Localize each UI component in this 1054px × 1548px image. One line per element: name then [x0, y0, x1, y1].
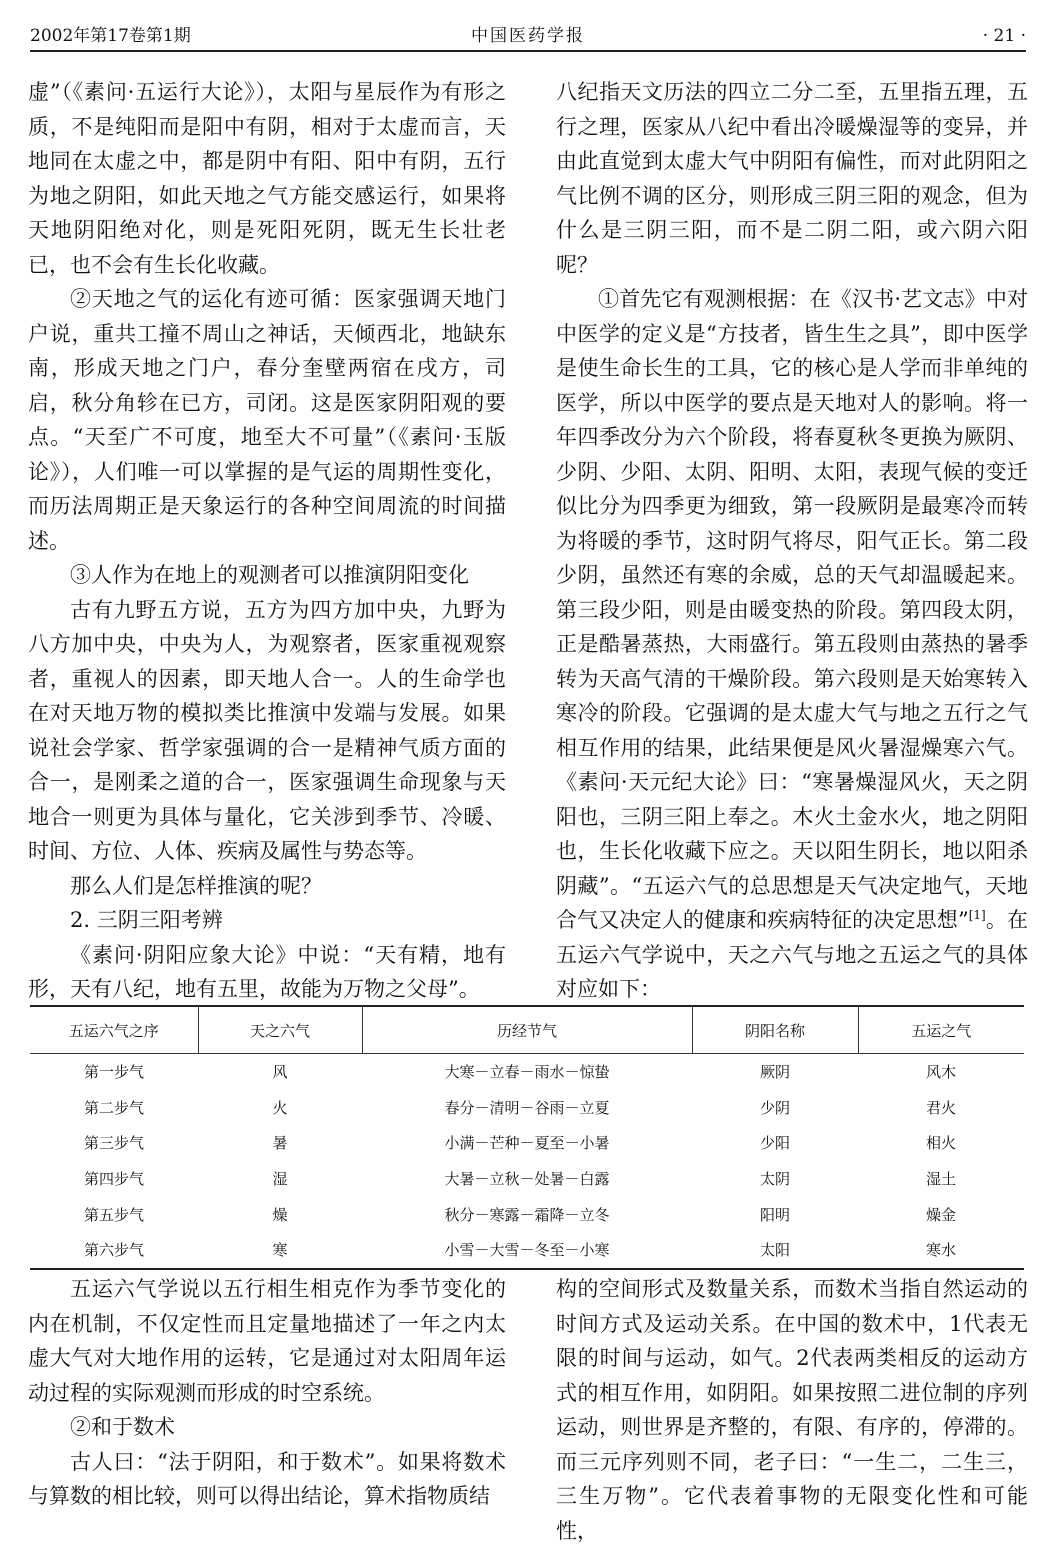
table-cell: 燥金 — [925, 1205, 956, 1224]
page-number: · 21 · — [982, 26, 1026, 46]
correspondence-table — [30, 1005, 1024, 1270]
table-cell: 君火 — [925, 1098, 956, 1117]
journal-title: 中国医药学报 — [471, 26, 585, 46]
table-cell: 阳明 — [759, 1205, 790, 1224]
table-cell: 秋分－寒露－霜降－立冬 — [444, 1205, 610, 1224]
table-cell: 第六步气 — [83, 1241, 144, 1260]
table-row — [30, 1161, 1024, 1197]
paragraph: 那么人们是怎样推演的呢？ — [70, 873, 322, 898]
table-cell: 湿 — [272, 1170, 288, 1189]
table-row — [30, 1125, 1024, 1161]
header-rule — [30, 50, 1026, 52]
running-header — [30, 24, 1026, 54]
table-cell: 第五步气 — [83, 1205, 144, 1224]
table-cell: 春分－清明－谷雨－立夏 — [444, 1098, 610, 1117]
paragraph: 构的空间形式及数量关系，而数术当指自然运动的时间方式及运动关系。在中国的数术中，1代表无限的时间与运动，如气。2代表两类相反的运动方式的相互作用，如阴阳。如果按照二进位制的序列运动，则世界是齐整的，有限、有序的，停滞的。而三元序列则不同，老子曰：“一生二，二生三，三生万物”。它代表着事物的无限变化性和可能性， — [556, 1277, 1028, 1543]
bottom-right-column — [556, 1272, 1028, 1548]
table-header-cell: 五运六气之序 — [30, 1007, 198, 1054]
right-column — [556, 75, 1028, 1007]
table-cell: 寒水 — [925, 1241, 956, 1260]
paragraph: 五运六气学说以五行相生相克作为季节变化的内在机制，不仅定性而且定量地描述了一年之内太虚大气对大地作用的运转，它是通过对太阳周年运动过程的实际观测而形成的时空系统。 — [28, 1277, 506, 1405]
subheading: ③人作为在地上的观测者可以推演阴阳变化 — [70, 563, 469, 587]
table-header-cell: 阴阳名称 — [692, 1007, 858, 1054]
left-column — [28, 75, 506, 1007]
table-cell: 寒 — [272, 1241, 288, 1260]
table-row — [30, 1232, 1024, 1268]
table-cell: 小满－芒种－夏至－小暑 — [444, 1134, 610, 1153]
subheading: ②和于数术 — [70, 1415, 175, 1439]
table-cell: 小雪－大雪－冬至－小寒 — [444, 1241, 610, 1260]
table-cell: 第四步气 — [83, 1170, 144, 1189]
table-cell: 大暑－立秋－处暑－白露 — [444, 1170, 610, 1189]
bottom-left-column — [28, 1272, 506, 1514]
table-cell: 燥 — [272, 1205, 288, 1224]
paragraph-text: ①首先它有观测根据：在《汉书·艺文志》中对中医学的定义是“方技者，皆生生之具”，即中医学是使生命长生的工具，它的核心是人学而非单纯的医学，所以中医学的要点是天地对人的影响。将一年四季改分为六个阶段，将春夏秋冬更换为厥阴、少阴、少阳、太阴、阳明、太阳，表现气候的变迁似比分为四季更为细致，第一段厥阴是最寒冷而转为将暖的季节，这时阴气将尽，阳气正长。第二段少阴，虽然还有寒的余威，总的天气却温暖起来。第三段少阳，则是由暖变热的阶段。第四段太阴，正是酷暑蒸热，大雨盛行。第五段则由蒸热的暑季转为天高气清的干燥阶段。第六段则是天始寒转入寒冷的阶段。它强调的是太虚大气与地之五行之气相互作用的结果，此结果便是风火暑湿燥寒六气。《素问·天元纪大论》曰：“寒暑燥湿风火，天之阴阳也，三阴三阳上奉之。木火土金水火，地之阴阳也，生长化收藏下应之。天以阳生阴长，地以阳杀阴藏”。“五运六气的总思想是天气决定地气，天地合气又决定人的健康和疾病特征的决定思想” — [556, 287, 1028, 932]
table-cell: 风木 — [925, 1063, 956, 1082]
table-cell: 厥阴 — [759, 1063, 790, 1082]
table-row — [30, 1054, 1024, 1090]
table-bottom-rule — [30, 1268, 1024, 1270]
table-cell: 火 — [272, 1098, 288, 1117]
table-header-row — [30, 1007, 1024, 1054]
paragraph: ②天地之气的运化有迹可循：医家强调天地门户说，重共工撞不周山之神话，天倾西北，地缺东南，形成天地之门户，春分奎壁两宿在戌方，司启，秋分角轸在已方，司闭。这是医家阴阳观的要点。“天至广不可度，地至大不可量”（《素问·玉版论》），人们唯一可以掌握的是气运的周期性变化，而历法周期正是天象运行的各种空间周流的时间描述。 — [28, 287, 506, 553]
table — [30, 1007, 1024, 1268]
paragraph: 古人曰：“法于阴阳，和于数术”。如果将数术与算数的相比较，则可以得出结论，算术指物质结 — [28, 1449, 506, 1508]
table-row — [30, 1090, 1024, 1126]
paragraph: 虚”（《素问·五运行大论》），太阳与星辰作为有形之质，不是纯阳而是阳中有阴，相对于太虚而言，天地同在太虚之中，都是阴中有阳、阳中有阴，五行为地之阴阳，如此天地之气方能交感运行，如果将天地阴阳绝对化，则是死阳死阴，既无生长壮老已，也不会有生长化收藏。 — [28, 80, 506, 277]
paragraph — [556, 282, 1028, 1007]
citation-ref: [1] — [968, 908, 986, 922]
table-cell: 少阳 — [759, 1134, 790, 1153]
table-cell: 相火 — [925, 1134, 956, 1153]
table-header-cell: 五运之气 — [858, 1007, 1024, 1054]
table-cell: 大寒－立春－雨水－惊蛰 — [444, 1063, 610, 1082]
table-header-cell: 天之六气 — [198, 1007, 362, 1054]
table-row — [30, 1196, 1024, 1232]
paragraph: 八纪指天文历法的四立二分二至，五里指五理，五行之理，医家从八纪中看出冷暖燥湿等的变异，并由此直觉到太虚大气中阴阳有偏性，而对此阴阳之气比例不调的区分，则形成三阴三阳的观念，但为什么是三阴三阳，而不是二阴二阳，或六阴六阳呢？ — [556, 80, 1028, 277]
table-cell: 暑 — [272, 1134, 288, 1153]
table-cell: 第一步气 — [83, 1063, 144, 1082]
table-cell: 少阴 — [759, 1098, 790, 1117]
paragraph-text: 。在五运六气学说中，天之六气与地之五运之气的具体对应如下： — [556, 908, 1029, 1001]
paragraph: 《素问·阴阳应象大论》中说：“天有精，地有形，天有八纪，地有五里，故能为万物之父母”。 — [28, 942, 506, 1001]
journal-issue: 2002年第17卷第1期 — [30, 26, 191, 46]
section-heading: 2. 三阴三阳考辨 — [70, 908, 223, 932]
table-header-cell: 历经节气 — [362, 1007, 692, 1054]
table-cell: 第二步气 — [83, 1098, 144, 1117]
table-cell: 第三步气 — [83, 1134, 144, 1153]
table-cell: 湿土 — [925, 1170, 956, 1189]
table-cell: 太阴 — [759, 1170, 790, 1189]
table-cell: 太阳 — [759, 1241, 790, 1260]
table-cell: 风 — [272, 1063, 288, 1082]
paragraph: 古有九野五方说，五方为四方加中央，九野为八方加中央，中央为人，为观察者，医家重视观察者，重视人的因素，即天地人合一。人的生命学也在对天地万物的模拟类比推演中发端与发展。如果说社会学家、哲学家强调的合一是精神气质方面的合一，是刚柔之道的合一，医家强调生命现象与天地合一则更为具体与量化，它关涉到季节、冷暖、时间、方位、人体、疾病及属性与势态等。 — [28, 597, 506, 863]
